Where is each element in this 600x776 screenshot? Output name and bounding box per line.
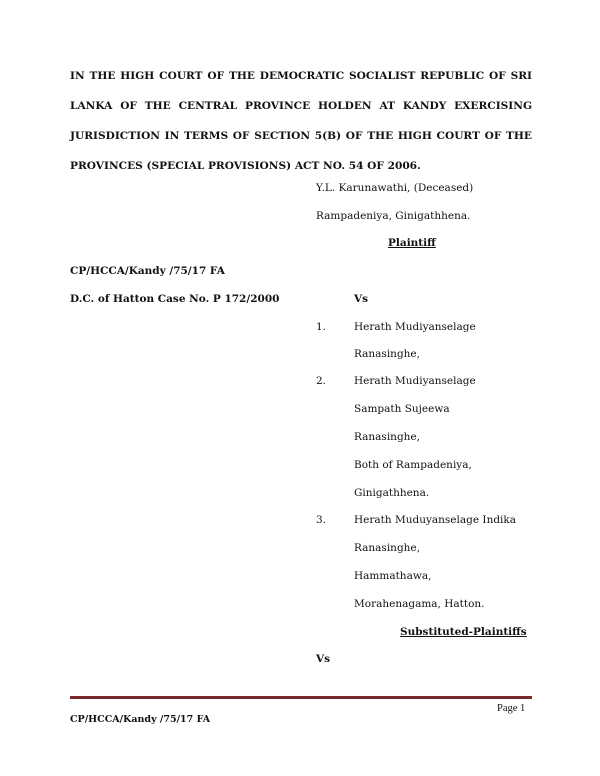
party-number: 1. xyxy=(316,321,327,333)
party-line: Herath Mudiyanselage xyxy=(354,375,476,387)
plaintiff-name: Y.L. Karunawathi, (Deceased) xyxy=(316,182,474,194)
court-heading xyxy=(70,61,532,181)
heading-line: LANKA OF THE CENTRAL PROVINCE HOLDEN AT KANDY EXERCISING xyxy=(70,100,532,112)
party-number: 3. xyxy=(316,514,327,526)
party-line: Ginigathhena. xyxy=(354,487,430,499)
dc-case-number: D.C. of Hatton Case No. P 172/2000 xyxy=(70,293,280,305)
party-line: Ranasinghe, xyxy=(354,431,420,443)
versus-label: Vs xyxy=(316,653,331,665)
party-line: Herath Muduyanselage Indika xyxy=(354,514,517,526)
footer-case-number: CP/HCCA/Kandy /75/17 FA xyxy=(70,714,211,725)
footer-divider xyxy=(70,696,532,699)
heading-line: IN THE HIGH COURT OF THE DEMOCRATIC SOCIALIST REPUBLIC OF SRI xyxy=(70,70,532,82)
party-line: Herath Mudiyanselage xyxy=(354,321,476,333)
party-line: Sampath Sujeewa xyxy=(354,403,450,415)
party-number: 2. xyxy=(316,375,327,387)
substituted-plaintiffs-label: Substituted-Plaintiffs xyxy=(400,626,527,638)
versus-label: Vs xyxy=(354,293,369,305)
plaintiff-address: Rampadeniya, Ginigathhena. xyxy=(316,210,471,222)
case-number: CP/HCCA/Kandy /75/17 FA xyxy=(70,265,225,277)
plaintiff-label: Plaintiff xyxy=(388,237,436,249)
party-line: Ranasinghe, xyxy=(354,542,420,554)
heading-line: JURISDICTION IN TERMS OF SECTION 5(B) OF THE HIGH COURT OF THE xyxy=(70,130,532,142)
party-line: Morahenagama, Hatton. xyxy=(354,598,485,610)
heading-line: PROVINCES (SPECIAL PROVISIONS) ACT NO. 54 OF 2006. xyxy=(70,160,421,172)
party-line: Both of Rampadeniya, xyxy=(354,459,472,471)
page-number: Page 1 xyxy=(497,703,526,714)
party-line: Ranasinghe, xyxy=(354,348,420,360)
party-line: Hammathawa, xyxy=(354,570,432,582)
